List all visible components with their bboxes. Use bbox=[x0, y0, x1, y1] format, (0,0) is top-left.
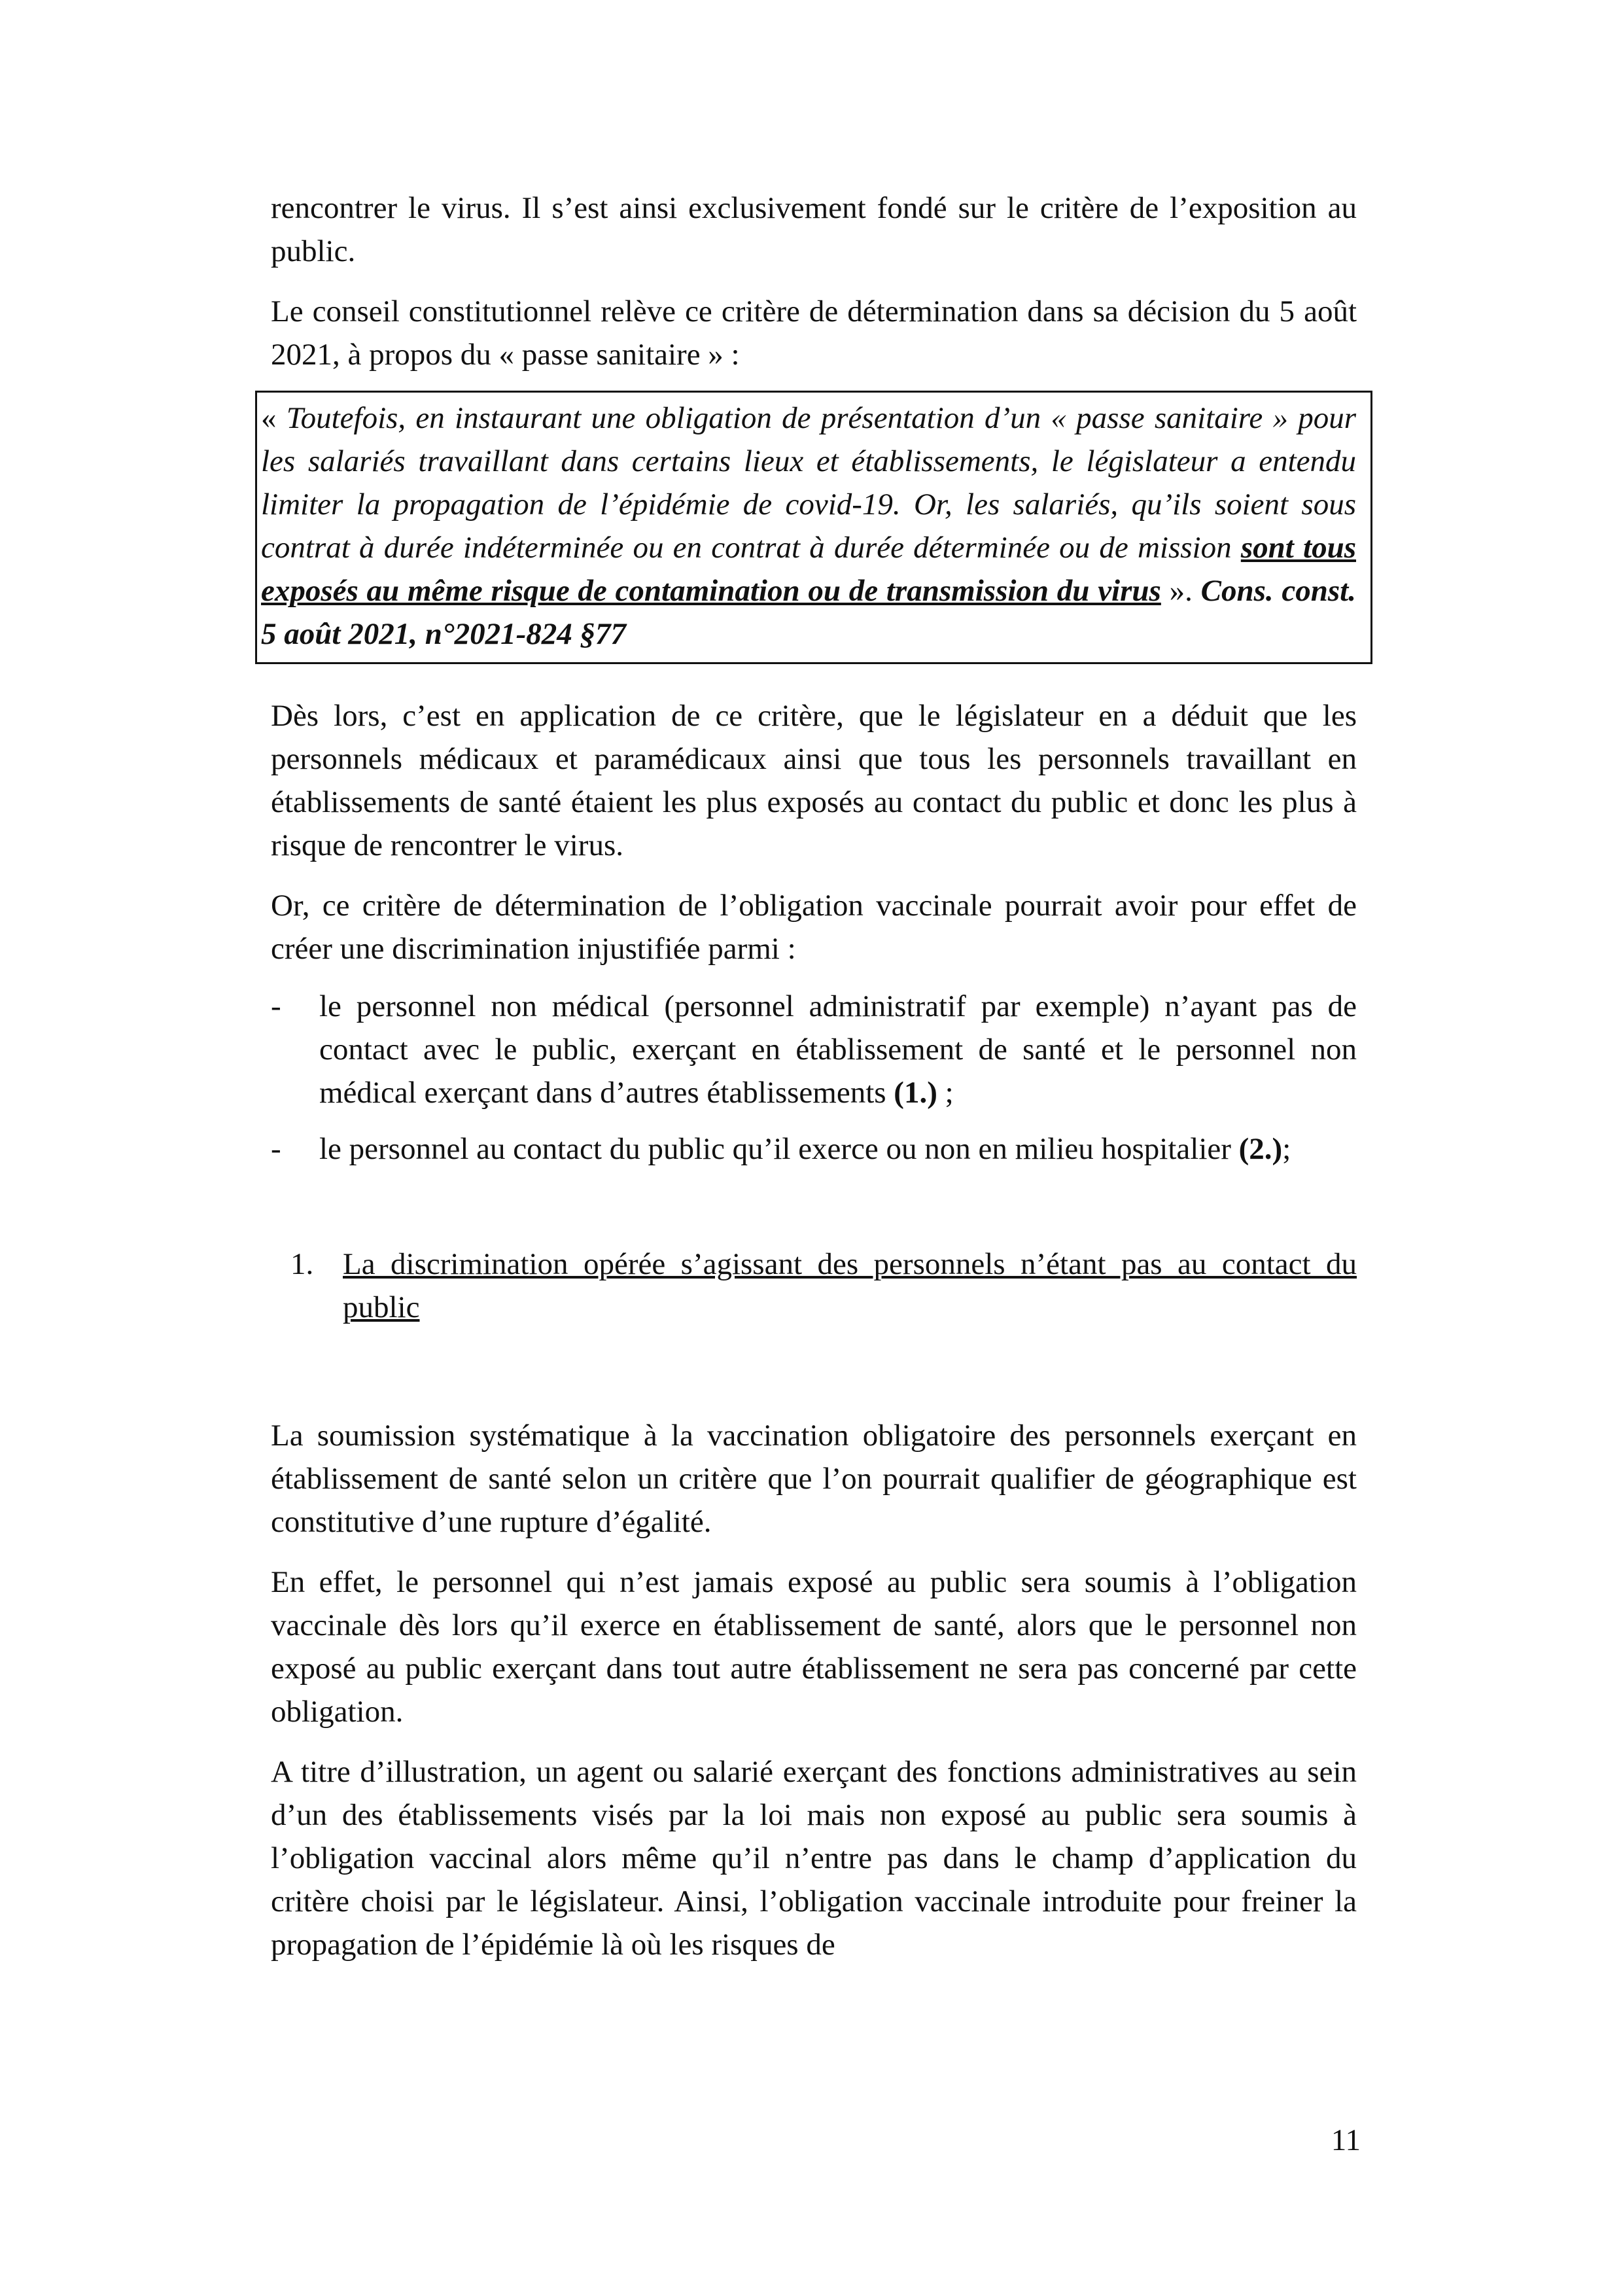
quote-emphasis: sont tous exposés au même risque de contamination ou de transmission du virus bbox=[261, 531, 1356, 608]
list-item-body: le personnel non médical (personnel administratif par exemple) n’ayant pas de contact avec le public, exerçant en établissement de santé et le personnel non médical exerçant dans d’autres établissements bbox=[319, 989, 1357, 1110]
list-item-tail: ; bbox=[937, 1076, 954, 1110]
paragraph-soumission: La soumission systématique à la vaccination obligatoire des personnels exerçant en établissement de santé selon un critère que l’on pourrait qualifier de géographique est constitutive d’une rupture d’égalité. bbox=[271, 1419, 1357, 1539]
list-dash: - bbox=[271, 1132, 281, 1166]
paragraph-intro-continuation: rencontrer le virus. Il s’est ainsi exclusivement fondé sur le critère de l’exposition au public. bbox=[271, 191, 1357, 268]
list-item-tail: ; bbox=[1282, 1132, 1291, 1166]
list-item-reference: (1.) bbox=[894, 1076, 937, 1110]
list-item-body: le personnel au contact du public qu’il exerce ou non en milieu hospitalier bbox=[319, 1132, 1239, 1166]
paragraph-illustration: A titre d’illustration, un agent ou salarié exerçant des fonctions administratives au sein d’un des établissements visés par la loi mais non exposé au public sera soumis à l’obligation vaccinal alors même qu’il n’entre pas dans le champ d’application du critère choisi par le législateur. Ainsi, l’obligation vaccinale introduite pour freiner la propagation de l’épidémie là où les risques de bbox=[271, 1755, 1357, 1962]
list-item bbox=[271, 985, 1357, 1114]
quote-close-mark: ». bbox=[1161, 574, 1201, 608]
section-title: La discrimination opérée s’agissant des personnels n’étant pas au contact du public bbox=[343, 1247, 1357, 1324]
section-number: 1. bbox=[290, 1247, 314, 1281]
document-page bbox=[261, 186, 1357, 1966]
list-dash: - bbox=[271, 989, 281, 1023]
discrimination-list bbox=[271, 985, 1357, 1171]
section-heading bbox=[271, 1243, 1357, 1329]
page-number: 11 bbox=[1331, 2123, 1361, 2157]
quotation-box bbox=[255, 391, 1372, 664]
quotation-text bbox=[261, 397, 1356, 656]
quote-body: Toutefois, en instaurant une obligation de présentation d’un « passe sanitaire » pour les salariés travaillant dans certains lieux et établissements, le législateur a entendu limiter la propagation de l’épidémie de covid-19. Or, les salariés, qu’ils soient sous contrat à durée indéterminée ou en contrat à durée déterminée ou de mission bbox=[261, 401, 1356, 565]
paragraph-or-critere: Or, ce critère de détermination de l’obligation vaccinale pourrait avoir pour effet de créer une discrimination injustifiée parmi : bbox=[271, 889, 1357, 966]
paragraph-conseil-constitutionnel: Le conseil constitutionnel relève ce critère de détermination dans sa décision du 5 août 2021, à propos du « passe sanitaire » : bbox=[271, 294, 1357, 372]
quote-citation: Cons. const. 5 août 2021, n°2021-824 §77 bbox=[261, 574, 1356, 651]
paragraph-des-lors: Dès lors, c’est en application de ce critère, que le législateur en a déduit que les personnels médicaux et paramédicaux ainsi que tous les personnels travaillant en établissements de santé étaient les plus exposés au contact du public et donc les plus à risque de rencontrer le virus. bbox=[271, 699, 1357, 862]
list-item-reference: (2.) bbox=[1238, 1132, 1283, 1166]
list-item bbox=[271, 1127, 1357, 1171]
paragraph-en-effet: En effet, le personnel qui n’est jamais exposé au public sera soumis à l’obligation vaccinale dès lors qu’il exerce en établissement de santé, alors que le personnel non exposé au public exerçant dans tout autre établissement ne sera pas concerné par cette obligation. bbox=[271, 1565, 1357, 1729]
list-item-text bbox=[319, 985, 1357, 1114]
quote-open-mark: « bbox=[261, 401, 287, 435]
list-item-text bbox=[319, 1127, 1357, 1171]
